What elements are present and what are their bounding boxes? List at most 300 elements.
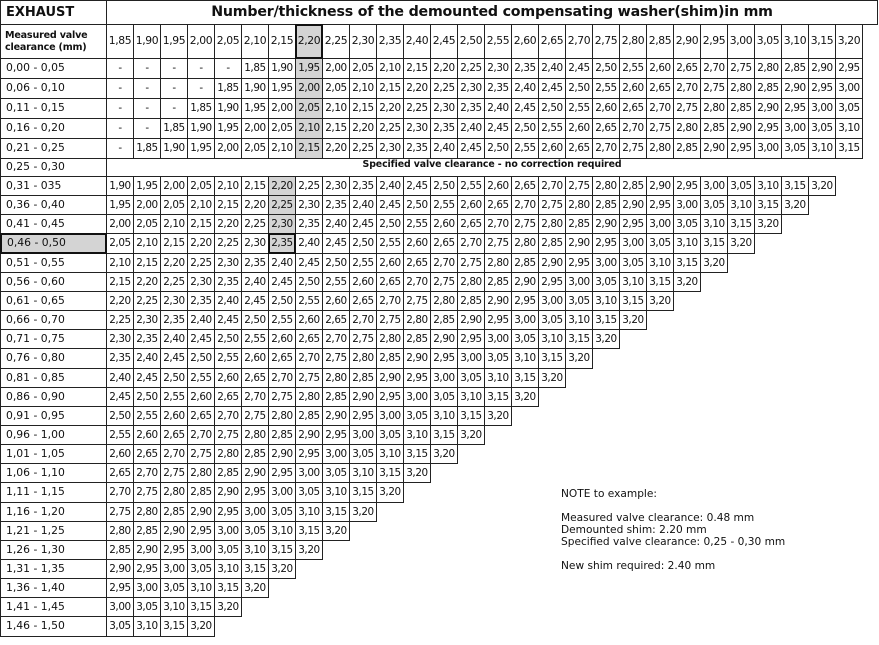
table-cell: 3,00 bbox=[754, 138, 782, 159]
table-cell: 2,25 bbox=[214, 233, 242, 254]
table-cell: 3,10 bbox=[700, 214, 728, 234]
table-cell: 2,60 bbox=[349, 272, 377, 292]
table-cell: 2,50 bbox=[133, 387, 161, 407]
row-label: 0,06 - 0,10 bbox=[0, 78, 107, 99]
table-cell: - bbox=[133, 98, 161, 119]
table-cell: 2,60 bbox=[457, 195, 485, 215]
table-cell: 2,65 bbox=[187, 406, 215, 426]
table-cell: 1,90 bbox=[106, 176, 134, 196]
corner-label: EXHAUST bbox=[0, 0, 107, 25]
table-cell: 3,20 bbox=[241, 578, 269, 598]
table-cell: 3,15 bbox=[565, 329, 593, 349]
table-cell: 2,55 bbox=[511, 138, 539, 159]
table-cell: 2,20 bbox=[160, 253, 188, 273]
table-cell: 3,20 bbox=[808, 176, 836, 196]
note-specified-clearance: Specified valve clearance: 0,25 - 0,30 mm bbox=[561, 536, 786, 548]
table-cell: 2,25 bbox=[403, 98, 431, 119]
table-cell: 3,10 bbox=[727, 195, 755, 215]
table-cell: 2,35 bbox=[511, 58, 539, 79]
table-cell: 2,45 bbox=[511, 98, 539, 119]
header-shim-value: 2,90 bbox=[673, 24, 701, 59]
table-cell: - bbox=[160, 98, 188, 119]
table-cell: 2,60 bbox=[484, 176, 512, 196]
table-cell: 3,00 bbox=[457, 348, 485, 369]
table-cell: 2,95 bbox=[295, 444, 323, 464]
table-cell: 2,80 bbox=[538, 214, 566, 234]
table-cell: 1,90 bbox=[241, 78, 269, 99]
table-cell: 3,10 bbox=[538, 329, 566, 349]
table-cell: 2,60 bbox=[322, 291, 350, 311]
table-cell: 2,20 bbox=[403, 78, 431, 99]
table-cell: 3,15 bbox=[619, 291, 647, 311]
row-header-label bbox=[0, 24, 107, 59]
header-shim-value: 3,00 bbox=[727, 24, 755, 59]
table-cell: 3,00 bbox=[214, 521, 242, 541]
table-cell: 2,10 bbox=[187, 195, 215, 215]
table-cell: 2,50 bbox=[214, 329, 242, 349]
table-cell: 2,65 bbox=[484, 195, 512, 215]
table-cell: 3,20 bbox=[457, 425, 485, 445]
table-cell: 2,95 bbox=[349, 406, 377, 426]
table-cell: 2,45 bbox=[484, 118, 512, 139]
table-cell: 3,00 bbox=[565, 272, 593, 292]
table-cell: 3,15 bbox=[646, 272, 674, 292]
table-cell: 2,45 bbox=[457, 138, 485, 159]
table-cell: 2,00 bbox=[295, 78, 323, 99]
table-cell: 2,60 bbox=[538, 138, 566, 159]
table-cell: 3,05 bbox=[538, 310, 566, 330]
table-cell: 2,75 bbox=[241, 406, 269, 426]
table-cell: 2,95 bbox=[592, 233, 620, 254]
table-cell: 3,05 bbox=[376, 425, 404, 445]
table-cell: 3,05 bbox=[349, 444, 377, 464]
table-cell: 3,00 bbox=[538, 291, 566, 311]
header-shim-value: 2,80 bbox=[619, 24, 647, 59]
super-header: Number/thickness of the demounted compensating washer(shim)in mm bbox=[106, 0, 878, 25]
row-label: 1,01 - 1,05 bbox=[0, 444, 107, 464]
table-cell: 2,35 bbox=[160, 310, 188, 330]
table-cell: 2,30 bbox=[430, 98, 458, 119]
table-cell: 2,95 bbox=[106, 578, 134, 598]
table-cell: 1,95 bbox=[241, 98, 269, 119]
table-cell: 2,80 bbox=[592, 176, 620, 196]
table-cell: 2,75 bbox=[430, 272, 458, 292]
table-cell: 1,85 bbox=[241, 58, 269, 79]
table-cell: 2,90 bbox=[241, 463, 269, 483]
table-cell: 2,50 bbox=[538, 98, 566, 119]
table-cell: 2,80 bbox=[511, 233, 539, 254]
table-cell: 2,25 bbox=[430, 78, 458, 99]
table-cell: 3,05 bbox=[646, 233, 674, 254]
table-cell: 2,05 bbox=[160, 195, 188, 215]
table-cell: 2,55 bbox=[430, 195, 458, 215]
table-cell: 2,70 bbox=[214, 406, 242, 426]
table-cell: 2,90 bbox=[619, 195, 647, 215]
table-cell: 2,75 bbox=[187, 444, 215, 464]
table-cell: 2,80 bbox=[457, 272, 485, 292]
table-cell: 2,95 bbox=[835, 58, 863, 79]
table-cell: 3,05 bbox=[484, 348, 512, 369]
table-cell: 2,85 bbox=[430, 310, 458, 330]
table-cell: 3,20 bbox=[511, 387, 539, 407]
table-cell: 2,60 bbox=[268, 329, 296, 349]
table-cell: 2,45 bbox=[376, 195, 404, 215]
table-cell: 3,05 bbox=[106, 616, 134, 637]
table-cell: 2,65 bbox=[619, 98, 647, 119]
table-cell: - bbox=[106, 118, 134, 139]
table-cell: 3,20 bbox=[538, 368, 566, 388]
table-cell: 2,65 bbox=[106, 463, 134, 483]
row-label: 0,66 - 0,70 bbox=[0, 310, 107, 330]
table-cell: 3,10 bbox=[673, 233, 701, 254]
table-cell: 2,60 bbox=[295, 310, 323, 330]
table-cell: 2,20 bbox=[187, 233, 215, 254]
table-cell: 3,00 bbox=[160, 559, 188, 579]
table-cell: 2,70 bbox=[376, 291, 404, 311]
table-cell: 3,10 bbox=[565, 310, 593, 330]
table-cell: 2,75 bbox=[727, 58, 755, 79]
table-cell: 2,40 bbox=[214, 291, 242, 311]
table-cell: 3,00 bbox=[349, 425, 377, 445]
table-cell: 2,60 bbox=[133, 425, 161, 445]
table-cell: 2,55 bbox=[106, 425, 134, 445]
row-label: 1,06 - 1,10 bbox=[0, 463, 107, 483]
table-cell: 2,15 bbox=[214, 195, 242, 215]
table-cell: 2,40 bbox=[187, 310, 215, 330]
header-shim-value: 2,30 bbox=[349, 24, 377, 59]
table-cell: 3,00 bbox=[673, 195, 701, 215]
table-cell: 2,40 bbox=[295, 233, 323, 254]
table-cell: 2,80 bbox=[295, 387, 323, 407]
header-shim-value: 2,55 bbox=[484, 24, 512, 59]
table-cell: 2,30 bbox=[187, 272, 215, 292]
table-cell: 3,05 bbox=[403, 406, 431, 426]
table-cell: 2,85 bbox=[511, 253, 539, 273]
table-cell: 2,95 bbox=[646, 195, 674, 215]
row-label: 1,46 - 1,50 bbox=[0, 616, 107, 637]
row-label: 0,71 - 0,75 bbox=[0, 329, 107, 349]
table-cell: 2,90 bbox=[565, 233, 593, 254]
table-cell: 3,15 bbox=[160, 616, 188, 637]
table-cell: 2,80 bbox=[349, 348, 377, 369]
row-label: 0,36 - 0,40 bbox=[0, 195, 107, 215]
table-cell: 2,95 bbox=[268, 463, 296, 483]
header-shim-value: 2,00 bbox=[187, 24, 215, 59]
table-cell: 3,10 bbox=[484, 368, 512, 388]
table-cell: 2,95 bbox=[376, 387, 404, 407]
table-cell: 2,25 bbox=[241, 214, 269, 234]
table-cell: 3,00 bbox=[106, 597, 134, 617]
table-cell: 3,20 bbox=[781, 195, 809, 215]
table-cell: 2,60 bbox=[160, 406, 188, 426]
table-cell: 2,95 bbox=[457, 329, 485, 349]
table-cell: 2,95 bbox=[565, 253, 593, 273]
header-shim-value: 2,35 bbox=[376, 24, 404, 59]
table-cell: 3,10 bbox=[376, 444, 404, 464]
table-cell: 2,40 bbox=[268, 253, 296, 273]
header-shim-value: 2,70 bbox=[565, 24, 593, 59]
table-cell: 2,50 bbox=[187, 348, 215, 369]
table-cell: 2,30 bbox=[457, 78, 485, 99]
table-cell: 2,15 bbox=[322, 118, 350, 139]
table-cell: 2,70 bbox=[700, 58, 728, 79]
table-cell: 3,20 bbox=[403, 463, 431, 483]
table-cell: 2,05 bbox=[106, 233, 134, 254]
table-cell: 2,95 bbox=[511, 291, 539, 311]
table-cell: 2,60 bbox=[646, 58, 674, 79]
table-cell: 2,70 bbox=[241, 387, 269, 407]
table-cell: 2,65 bbox=[403, 253, 431, 273]
table-cell: 2,05 bbox=[349, 58, 377, 79]
table-cell: 3,10 bbox=[349, 463, 377, 483]
table-cell: 3,20 bbox=[700, 253, 728, 273]
table-cell: 2,55 bbox=[187, 368, 215, 388]
table-cell: 2,55 bbox=[565, 98, 593, 119]
table-cell: 2,95 bbox=[754, 118, 782, 139]
table-cell: 1,95 bbox=[187, 138, 215, 159]
table-cell: 2,90 bbox=[484, 291, 512, 311]
table-cell: 3,15 bbox=[214, 578, 242, 598]
table-cell: 2,55 bbox=[295, 291, 323, 311]
table-cell: 2,75 bbox=[511, 214, 539, 234]
table-cell: 2,55 bbox=[322, 272, 350, 292]
table-cell: 3,15 bbox=[376, 463, 404, 483]
table-cell: 2,85 bbox=[673, 138, 701, 159]
table-cell: 2,65 bbox=[565, 138, 593, 159]
table-cell: 2,05 bbox=[133, 214, 161, 234]
table-cell: 2,80 bbox=[376, 329, 404, 349]
table-cell: 2,55 bbox=[214, 348, 242, 369]
table-cell: 2,00 bbox=[241, 118, 269, 139]
table-cell: 2,10 bbox=[268, 138, 296, 159]
table-cell: 2,15 bbox=[349, 98, 377, 119]
table-cell: 2,55 bbox=[133, 406, 161, 426]
table-cell: 2,30 bbox=[106, 329, 134, 349]
table-cell: 3,20 bbox=[214, 597, 242, 617]
table-cell: - bbox=[187, 58, 215, 79]
table-cell: 2,90 bbox=[349, 387, 377, 407]
table-cell: 2,70 bbox=[268, 368, 296, 388]
table-cell: - bbox=[160, 58, 188, 79]
table-cell: 2,25 bbox=[106, 310, 134, 330]
table-cell: 2,35 bbox=[322, 195, 350, 215]
table-cell: - bbox=[214, 58, 242, 79]
table-cell: 2,80 bbox=[673, 118, 701, 139]
row-label: 1,36 - 1,40 bbox=[0, 578, 107, 598]
table-cell: 2,65 bbox=[295, 329, 323, 349]
row-header-label-line1: Measured valve bbox=[5, 30, 88, 42]
table-cell: 2,10 bbox=[106, 253, 134, 273]
table-cell: 2,40 bbox=[484, 98, 512, 119]
table-cell: 3,15 bbox=[754, 195, 782, 215]
table-cell: 2,85 bbox=[133, 521, 161, 541]
table-cell: 2,90 bbox=[754, 98, 782, 119]
row-label: 0,96 - 1,00 bbox=[0, 425, 107, 445]
table-cell: 3,05 bbox=[511, 329, 539, 349]
table-cell: - bbox=[106, 138, 134, 159]
table-cell: 3,05 bbox=[133, 597, 161, 617]
table-cell: 2,50 bbox=[322, 253, 350, 273]
header-shim-value: 2,40 bbox=[403, 24, 431, 59]
table-cell: 2,45 bbox=[349, 214, 377, 234]
header-shim-value: 2,45 bbox=[430, 24, 458, 59]
table-cell: 3,20 bbox=[322, 521, 350, 541]
table-cell: 3,05 bbox=[295, 482, 323, 503]
table-cell: 2,40 bbox=[430, 138, 458, 159]
header-shim-value: 2,25 bbox=[322, 24, 350, 59]
table-cell: 2,20 bbox=[349, 118, 377, 139]
table-cell: 3,20 bbox=[349, 502, 377, 522]
table-cell: 2,15 bbox=[160, 233, 188, 254]
table-cell: 2,15 bbox=[133, 253, 161, 273]
table-cell: 2,55 bbox=[403, 214, 431, 234]
table-cell: 3,05 bbox=[241, 521, 269, 541]
table-cell: 2,55 bbox=[349, 253, 377, 273]
table-cell: 3,10 bbox=[160, 597, 188, 617]
table-cell: 2,65 bbox=[322, 310, 350, 330]
table-cell: 2,95 bbox=[187, 521, 215, 541]
table-cell: 2,85 bbox=[700, 118, 728, 139]
table-cell: 2,20 bbox=[268, 176, 296, 196]
row-label: 0,56 - 0,60 bbox=[0, 272, 107, 292]
table-cell: 2,80 bbox=[727, 78, 755, 99]
table-cell: 2,30 bbox=[295, 195, 323, 215]
header-shim-value: 2,50 bbox=[457, 24, 485, 59]
table-cell: - bbox=[160, 78, 188, 99]
table-cell: 2,30 bbox=[160, 291, 188, 311]
table-cell: 3,10 bbox=[268, 521, 296, 541]
table-cell: 3,05 bbox=[673, 214, 701, 234]
table-cell: 2,50 bbox=[349, 233, 377, 254]
table-cell: 2,70 bbox=[106, 482, 134, 503]
table-cell: 2,40 bbox=[160, 329, 188, 349]
table-cell: 2,90 bbox=[430, 329, 458, 349]
row-label: 0,51 - 0,55 bbox=[0, 253, 107, 273]
table-cell: 2,90 bbox=[295, 425, 323, 445]
table-cell: 2,90 bbox=[214, 482, 242, 503]
table-cell: 2,85 bbox=[295, 406, 323, 426]
table-cell: 3,05 bbox=[700, 195, 728, 215]
header-shim-value: 3,10 bbox=[781, 24, 809, 59]
table-cell: 2,25 bbox=[349, 138, 377, 159]
table-cell: 3,15 bbox=[403, 444, 431, 464]
table-cell: 2,75 bbox=[673, 98, 701, 119]
table-cell: 2,40 bbox=[241, 272, 269, 292]
table-cell: 2,90 bbox=[268, 444, 296, 464]
table-cell: 3,15 bbox=[295, 521, 323, 541]
table-cell: 2,90 bbox=[187, 502, 215, 522]
table-cell: 3,20 bbox=[187, 616, 215, 637]
table-cell: 2,85 bbox=[187, 482, 215, 503]
table-cell: 3,20 bbox=[376, 482, 404, 503]
table-cell: 2,45 bbox=[538, 78, 566, 99]
table-cell: 3,10 bbox=[592, 291, 620, 311]
table-cell: 2,60 bbox=[430, 214, 458, 234]
table-cell: 3,15 bbox=[241, 559, 269, 579]
table-cell: 2,70 bbox=[619, 118, 647, 139]
table-cell: 2,55 bbox=[268, 310, 296, 330]
table-cell: 2,65 bbox=[646, 78, 674, 99]
table-cell: 2,70 bbox=[295, 348, 323, 369]
table-cell: 2,85 bbox=[241, 444, 269, 464]
header-shim-value: 3,20 bbox=[835, 24, 863, 59]
table-cell: 2,85 bbox=[160, 502, 188, 522]
table-cell: 3,00 bbox=[403, 387, 431, 407]
table-cell: 2,05 bbox=[187, 176, 215, 196]
table-cell: 3,05 bbox=[214, 540, 242, 560]
table-cell: 2,10 bbox=[376, 58, 404, 79]
table-cell: 2,75 bbox=[700, 78, 728, 99]
table-cell: 2,05 bbox=[268, 118, 296, 139]
table-cell: 3,10 bbox=[619, 272, 647, 292]
table-cell: 2,85 bbox=[403, 329, 431, 349]
table-cell: 2,65 bbox=[133, 444, 161, 464]
table-cell: 2,60 bbox=[106, 444, 134, 464]
table-cell: 2,50 bbox=[592, 58, 620, 79]
table-cell: 2,45 bbox=[322, 233, 350, 254]
table-cell: - bbox=[133, 118, 161, 139]
table-cell: 2,05 bbox=[295, 98, 323, 119]
table-cell: 2,50 bbox=[484, 138, 512, 159]
row-label: 0,61 - 0,65 bbox=[0, 291, 107, 311]
note-measured-clearance: Measured valve clearance: 0.48 mm bbox=[561, 512, 755, 524]
table-cell: 2,15 bbox=[295, 138, 323, 159]
note-title: NOTE to example: bbox=[561, 488, 657, 500]
table-cell: 2,30 bbox=[376, 138, 404, 159]
row-label: 0,76 - 0,80 bbox=[0, 348, 107, 369]
table-cell: 2,00 bbox=[160, 176, 188, 196]
table-cell: 3,00 bbox=[241, 502, 269, 522]
table-cell: 3,10 bbox=[241, 540, 269, 560]
table-cell: 2,70 bbox=[457, 233, 485, 254]
table-cell: 3,20 bbox=[754, 214, 782, 234]
table-cell: 3,20 bbox=[430, 444, 458, 464]
table-cell: 2,75 bbox=[565, 176, 593, 196]
header-shim-value: 2,75 bbox=[592, 24, 620, 59]
table-cell: 3,10 bbox=[430, 406, 458, 426]
table-cell: 2,90 bbox=[538, 253, 566, 273]
table-cell: 3,15 bbox=[322, 502, 350, 522]
table-cell: 3,05 bbox=[781, 138, 809, 159]
table-cell: 2,35 bbox=[241, 253, 269, 273]
table-cell: 3,00 bbox=[322, 444, 350, 464]
table-cell: 2,65 bbox=[376, 272, 404, 292]
table-cell: 3,05 bbox=[808, 118, 836, 139]
table-cell: 2,70 bbox=[592, 138, 620, 159]
table-cell: 2,65 bbox=[214, 387, 242, 407]
table-cell: 3,20 bbox=[295, 540, 323, 560]
table-cell: 2,95 bbox=[619, 214, 647, 234]
table-cell: 2,75 bbox=[619, 138, 647, 159]
table-cell: 2,75 bbox=[349, 329, 377, 349]
table-cell: 2,25 bbox=[376, 118, 404, 139]
table-cell: 3,00 bbox=[781, 118, 809, 139]
table-cell: 2,70 bbox=[160, 444, 188, 464]
table-cell: 2,95 bbox=[214, 502, 242, 522]
table-cell: 2,25 bbox=[160, 272, 188, 292]
table-cell: 2,40 bbox=[376, 176, 404, 196]
table-cell: 2,60 bbox=[592, 98, 620, 119]
table-cell: 3,05 bbox=[322, 463, 350, 483]
table-cell: 2,75 bbox=[376, 310, 404, 330]
table-cell: 2,90 bbox=[727, 118, 755, 139]
table-cell: 2,30 bbox=[268, 214, 296, 234]
table-cell: 3,15 bbox=[781, 176, 809, 196]
table-cell: 2,95 bbox=[727, 138, 755, 159]
table-cell: 2,55 bbox=[160, 387, 188, 407]
table-cell: 2,35 bbox=[133, 329, 161, 349]
header-shim-value: 1,95 bbox=[160, 24, 188, 59]
